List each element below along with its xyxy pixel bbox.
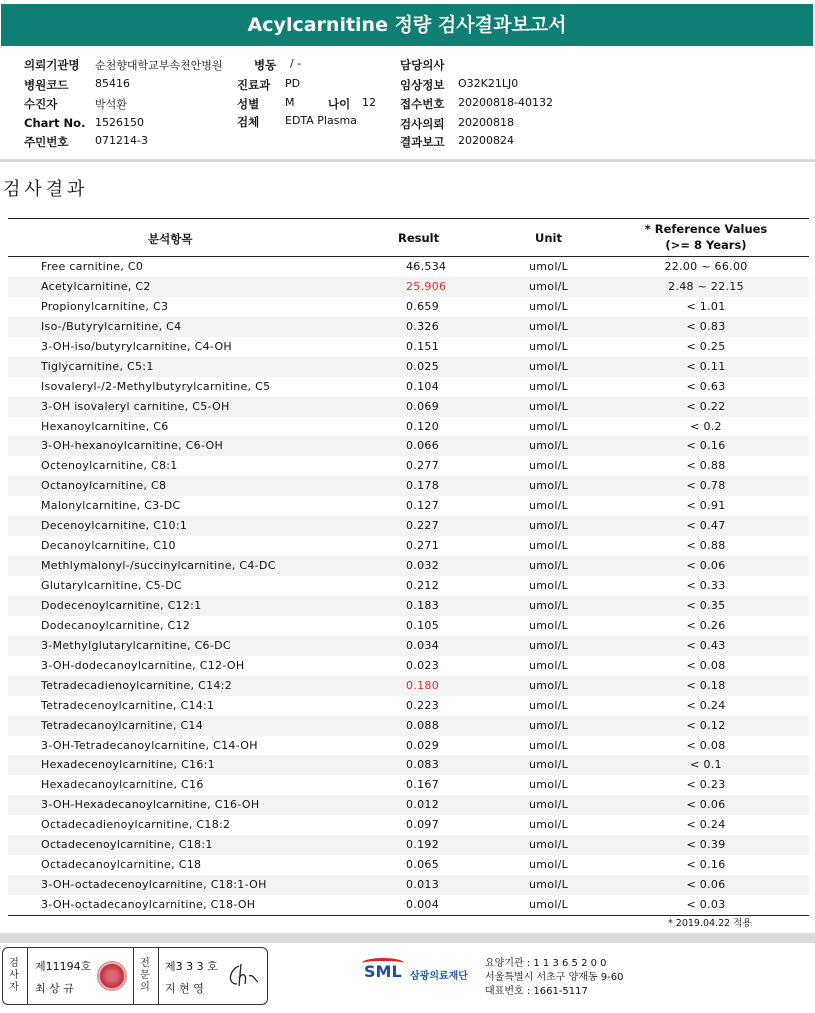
resident-no-label: 주민번호 <box>24 135 69 149</box>
table-row <box>8 636 809 656</box>
chart-no-value: 1526150 <box>95 116 144 129</box>
reference-range: < 0.43 <box>686 638 726 652</box>
analyte-name: 3-Methylglutarylcarnitine, C6-DC <box>41 638 231 652</box>
analyte-name: Glutarylcarnitine, C5-DC <box>41 579 182 592</box>
request-value: 20200818 <box>458 116 514 129</box>
reference-range: < 0.12 <box>686 718 726 732</box>
receipt-value: 20200818-40132 <box>458 96 553 109</box>
result-value: 0.180 <box>406 678 439 692</box>
result-value: 0.105 <box>406 618 439 632</box>
result-value: 0.227 <box>406 519 439 533</box>
result-value: 0.032 <box>406 559 439 573</box>
table-row <box>8 337 809 357</box>
result-value: 0.326 <box>406 319 439 333</box>
org-name: 삼광의료재단 <box>410 971 468 982</box>
reference-range: 22.00 ~ 66.00 <box>664 260 748 273</box>
analyte-name: Malonylcarnitine, C3-DC <box>41 499 181 513</box>
table-row <box>8 297 809 317</box>
unit: umol/L <box>529 838 569 852</box>
analyte-name: Tiglycarnitine, C5:1 <box>41 359 154 373</box>
analyte-name: Octenoylcarnitine, C8:1 <box>41 459 178 473</box>
table-row <box>8 696 809 716</box>
analyte-name: Octadecadienoylcarnitine, C18:2 <box>41 818 231 832</box>
specialist-license: 제3 3 3 호 <box>165 960 218 973</box>
sex-value: M <box>285 96 295 109</box>
sex-label: 성별 <box>237 97 260 111</box>
table-row <box>8 257 809 277</box>
table-row <box>8 736 809 756</box>
header-result: Result <box>398 231 440 245</box>
corp-code: 요양기관 : 1 1 3 6 5 2 0 0 <box>485 958 607 969</box>
unit: umol/L <box>529 638 569 652</box>
result-value: 0.025 <box>406 359 439 373</box>
analyte-name: Hexadecanoylcarnitine, C16 <box>41 778 204 792</box>
sml-logo <box>364 958 484 998</box>
specialist-label: 전문의 <box>140 958 150 993</box>
report-date-value: 20200824 <box>458 134 514 147</box>
analyte-name: Decenoylcarnitine, C10:1 <box>41 519 188 533</box>
specialist-name: 지 현 영 <box>165 982 204 995</box>
doctor-label: 담당의사 <box>400 58 445 72</box>
signature-handwriting <box>225 960 261 990</box>
table-row <box>8 516 809 536</box>
result-value: 0.034 <box>406 638 439 652</box>
ward-label: 병동 <box>254 58 277 72</box>
reference-range: < 0.33 <box>686 579 726 592</box>
table-body <box>8 257 809 915</box>
unit: umol/L <box>529 459 569 473</box>
table-row <box>8 676 809 696</box>
result-value: 0.069 <box>406 399 439 413</box>
analyte-name: 3-OH-octadecenoylcarnitine, C18:1-OH <box>41 878 267 892</box>
table-row <box>8 436 809 456</box>
analyte-name: Octadecenoylcarnitine, C18:1 <box>41 838 213 852</box>
analyte-name: Dodecenoylcarnitine, C12:1 <box>41 598 202 612</box>
unit: umol/L <box>529 319 569 333</box>
resident-no-value: 071214-3 <box>95 134 148 147</box>
unit: umol/L <box>529 399 569 413</box>
reference-range: < 0.26 <box>686 618 726 632</box>
unit: umol/L <box>529 858 569 872</box>
result-value: 0.178 <box>406 479 439 493</box>
table-row <box>8 616 809 636</box>
unit: umol/L <box>529 339 569 353</box>
reference-range: < 0.06 <box>686 878 726 892</box>
seal-stamp <box>97 961 127 991</box>
table-row <box>8 556 809 576</box>
report-date-label: 결과보고 <box>400 135 445 149</box>
table-row <box>8 775 809 795</box>
unit: umol/L <box>529 260 569 273</box>
result-value: 0.271 <box>406 539 439 553</box>
table-row <box>8 755 809 775</box>
result-value: 0.151 <box>406 339 439 353</box>
reference-range: < 0.08 <box>686 738 726 752</box>
unit: umol/L <box>529 439 569 453</box>
header-item: 분석항목 <box>148 232 193 246</box>
revision-note: * 2019.04.22 적용 <box>668 918 752 929</box>
analyte-name: 3-OH-dodecanoylcarnitine, C12-OH <box>41 658 245 672</box>
unit: umol/L <box>529 778 569 792</box>
result-value: 0.066 <box>406 439 439 453</box>
dept-label: 진료과 <box>237 78 271 92</box>
unit: umol/L <box>529 818 569 832</box>
analyte-name: 3-OH-octadecanoylcarnitine, C18-OH <box>41 898 256 911</box>
logo-text: SML <box>364 962 402 981</box>
analyte-name: Isovaleryl-/2-Methylbutyrylcarnitine, C5 <box>41 379 271 393</box>
table-row <box>8 656 809 676</box>
analyte-name: Tetradecenoylcarnitine, C14:1 <box>41 698 215 712</box>
reference-range: < 0.2 <box>690 419 722 433</box>
result-value: 0.012 <box>406 798 439 812</box>
age-label: 나이 <box>328 97 351 111</box>
result-value: 0.183 <box>406 598 439 612</box>
unit: umol/L <box>529 698 569 712</box>
table-row <box>8 476 809 496</box>
clinical-label: 임상정보 <box>400 78 445 92</box>
unit: umol/L <box>529 419 569 433</box>
result-value: 0.120 <box>406 419 439 433</box>
clinical-value: O32K21LJ0 <box>458 77 519 90</box>
table-row <box>8 277 809 297</box>
unit: umol/L <box>529 598 569 612</box>
analyte-name: 3-OH-Tetradecanoylcarnitine, C14-OH <box>41 738 258 752</box>
unit: umol/L <box>529 898 569 911</box>
result-value: 0.004 <box>406 898 439 911</box>
reference-range: < 0.16 <box>686 439 726 453</box>
reference-range: < 0.22 <box>686 399 726 413</box>
corp-phone: 대표번호 : 1661-5117 <box>485 986 588 997</box>
header-unit: Unit <box>535 231 562 245</box>
results-table <box>8 218 809 916</box>
header-ref-age: (>= 8 Years) <box>665 238 747 252</box>
table-row <box>8 456 809 476</box>
unit: umol/L <box>529 379 569 393</box>
unit: umol/L <box>529 798 569 812</box>
analyte-name: Hexanoylcarnitine, C6 <box>41 419 169 433</box>
unit: umol/L <box>529 299 569 313</box>
section-title: 검사결과 <box>3 179 89 200</box>
request-label: 검사의뢰 <box>400 117 445 131</box>
table-row <box>8 815 809 835</box>
analyte-name: Free carnitine, C0 <box>41 260 144 273</box>
analyte-name: Propionylcarnitine, C3 <box>41 299 169 313</box>
table-row <box>8 895 809 915</box>
unit: umol/L <box>529 279 569 293</box>
result-value: 0.277 <box>406 459 439 473</box>
result-value: 25.906 <box>406 279 447 293</box>
table-row <box>8 576 809 596</box>
analyte-name: Methlymalonyl-/succinylcarnitine, C4-DC <box>41 559 276 573</box>
unit: umol/L <box>529 718 569 732</box>
analyte-name: Octadecanoylcarnitine, C18 <box>41 858 202 872</box>
receipt-label: 접수번호 <box>400 97 445 111</box>
table-row <box>8 397 809 417</box>
table-row <box>8 835 809 855</box>
unit: umol/L <box>529 479 569 493</box>
unit: umol/L <box>529 678 569 692</box>
result-value: 0.167 <box>406 778 439 792</box>
dept-value: PD <box>285 77 301 90</box>
result-value: 0.088 <box>406 718 439 732</box>
analyte-name: Acetylcarnitine, C2 <box>41 279 151 293</box>
table-header <box>8 219 809 257</box>
reference-range: < 0.03 <box>686 898 726 911</box>
unit: umol/L <box>529 579 569 592</box>
institution-value: 순천향대학교부속천안병원 <box>95 59 223 72</box>
specimen-label: 검체 <box>237 115 260 129</box>
reference-range: < 0.06 <box>686 559 726 573</box>
table-row <box>8 875 809 895</box>
hospital-code-value: 85416 <box>95 77 130 90</box>
age-value: 12 <box>362 96 376 109</box>
unit: umol/L <box>529 539 569 553</box>
table-row <box>8 377 809 397</box>
result-value: 0.097 <box>406 818 439 832</box>
reference-range: < 0.88 <box>686 459 726 473</box>
reference-range: < 0.18 <box>686 678 726 692</box>
reference-range: < 0.1 <box>690 758 722 772</box>
reference-range: < 0.24 <box>686 698 726 712</box>
analyte-name: 3-OH-hexanoylcarnitine, C6-OH <box>41 439 224 453</box>
reference-range: < 0.06 <box>686 798 726 812</box>
divider <box>133 948 134 1004</box>
institution-label: 의뢰기관명 <box>24 58 80 72</box>
reference-range: < 0.91 <box>686 499 726 513</box>
tester-label: 검사자 <box>9 958 19 993</box>
unit: umol/L <box>529 559 569 573</box>
unit: umol/L <box>529 519 569 533</box>
unit: umol/L <box>529 758 569 772</box>
analyte-name: 3-OH-iso/butyrylcarnitine, C4-OH <box>41 339 232 353</box>
result-value: 0.127 <box>406 499 439 513</box>
reference-range: < 1.01 <box>686 299 726 313</box>
result-value: 0.192 <box>406 838 439 852</box>
chart-no-label: Chart No. <box>24 116 86 130</box>
analyte-name: Iso-/Butyrylcarnitine, C4 <box>41 319 182 333</box>
header-ref: * Reference Values <box>644 222 768 236</box>
footer-divider <box>0 933 815 943</box>
table-row <box>8 596 809 616</box>
report-title: Acylcarnitine 정량 검사결과보고서 <box>1 4 813 46</box>
reference-range: < 0.63 <box>686 379 726 393</box>
reference-range: < 0.08 <box>686 658 726 672</box>
analyte-name: Tetradecanoylcarnitine, C14 <box>41 718 204 732</box>
unit: umol/L <box>529 658 569 672</box>
result-value: 0.104 <box>406 379 439 393</box>
unit: umol/L <box>529 499 569 513</box>
table-row <box>8 317 809 337</box>
signature-box <box>2 947 268 1005</box>
reference-range: < 0.88 <box>686 539 726 553</box>
reference-range: < 0.39 <box>686 838 726 852</box>
table-row <box>8 417 809 437</box>
result-value: 0.083 <box>406 758 439 772</box>
reference-range: < 0.47 <box>686 519 726 533</box>
result-value: 0.023 <box>406 658 439 672</box>
table-row <box>8 357 809 377</box>
specimen-value: EDTA Plasma <box>285 114 357 127</box>
reference-range: < 0.16 <box>686 858 726 872</box>
reference-range: 2.48 ~ 22.15 <box>668 279 744 293</box>
patient-value: 박석환 <box>95 98 127 111</box>
result-value: 0.029 <box>406 738 439 752</box>
reference-range: < 0.25 <box>686 339 726 353</box>
reference-range: < 0.35 <box>686 598 726 612</box>
ward-value: / - <box>290 57 302 70</box>
corp-address: 서울특별시 서초구 양재동 9-60 <box>485 972 624 983</box>
table-row <box>8 716 809 736</box>
unit: umol/L <box>529 878 569 892</box>
hospital-code-label: 병원코드 <box>24 78 69 92</box>
analyte-name: Hexadecenoylcarnitine, C16:1 <box>41 758 215 772</box>
divider <box>158 948 159 1004</box>
divider <box>0 159 815 162</box>
divider <box>27 948 28 1004</box>
table-row <box>8 795 809 815</box>
reference-range: < 0.24 <box>686 818 726 832</box>
patient-info <box>0 50 815 156</box>
reference-range: < 0.23 <box>686 778 726 792</box>
result-value: 0.065 <box>406 858 439 872</box>
analyte-name: 3-OH isovaleryl carnitine, C5-OH <box>41 399 230 413</box>
tester-name: 최 상 규 <box>35 982 74 995</box>
result-value: 0.659 <box>406 299 439 313</box>
unit: umol/L <box>529 618 569 632</box>
result-value: 0.212 <box>406 579 439 592</box>
reference-range: < 0.11 <box>686 359 726 373</box>
unit: umol/L <box>529 359 569 373</box>
analyte-name: Octanoylcarnitine, C8 <box>41 479 167 493</box>
table-row <box>8 536 809 556</box>
result-value: 0.223 <box>406 698 439 712</box>
table-row <box>8 496 809 516</box>
reference-range: < 0.83 <box>686 319 726 333</box>
table-row <box>8 855 809 875</box>
analyte-name: Tetradecadienoylcarnitine, C14:2 <box>41 678 233 692</box>
unit: umol/L <box>529 738 569 752</box>
analyte-name: 3-OH-Hexadecanoylcarnitine, C16-OH <box>41 798 260 812</box>
tester-license: 제11194호 <box>35 960 92 973</box>
corp-info <box>485 957 624 999</box>
result-value: 0.013 <box>406 878 439 892</box>
reference-range: < 0.78 <box>686 479 726 493</box>
result-value: 46.534 <box>406 260 447 273</box>
analyte-name: Dodecanoylcarnitine, C12 <box>41 618 191 632</box>
analyte-name: Decanoylcarnitine, C10 <box>41 539 176 553</box>
patient-label: 수진자 <box>24 97 58 111</box>
